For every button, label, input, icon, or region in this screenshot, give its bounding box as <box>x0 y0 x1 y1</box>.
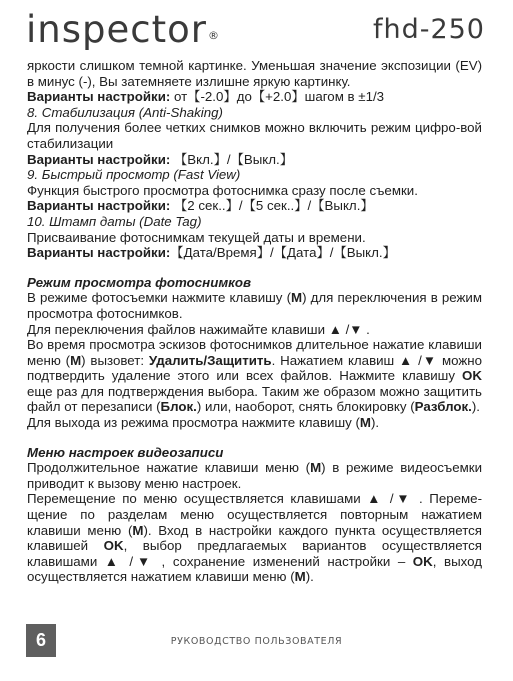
brand-name: inspector <box>26 8 207 51</box>
paragraph-playback-exit: Для выхода из режима просмотра нажмите клавишу (M). <box>27 415 380 431</box>
lock-label: Блок. <box>160 399 197 415</box>
manual-content <box>27 58 482 585</box>
spacer <box>27 261 482 275</box>
paragraph-exposure: яркости слишком темной картинке. Уменьшая значение экспозиции (EV) в минус (-), Вы затемняете излишне яркую картинку. <box>27 58 482 89</box>
paragraph-playback-delete: Во время просмотра эскизов фотоснимков длительное нажатие клавиши меню (M) вызовет: Удалить/Защитить. Нажатием клавиш ▲ /▼ можно подтвердить удаление этого или всех файлов. Нажмите клавишу OK еще раз для подтверждения выбора. Таким же образом можно защитить файл от перезаписи (Блок.) или, наоборот, снять блокировку (Разблок.). <box>27 337 482 415</box>
paragraph-playback-switch: Для переключения файлов нажимайте клавиши ▲ /▼ . <box>27 321 370 337</box>
key-m: M <box>359 415 371 431</box>
section-title-playback: Режим просмотра фотоснимков <box>27 274 252 290</box>
delete-protect-label: Удалить/Защитить <box>148 352 272 368</box>
options-values: 【2 сек..】/【5 сек..】/【Выкл.】 <box>170 198 374 214</box>
options-values: 【Дата/Время】/【Дата】/【Выкл.】 <box>170 245 396 261</box>
options-values: от【-2.0】до【+2.0】шагом в ±1/3 <box>170 89 385 105</box>
footer-title: РУКОВОДСТВО ПОЛЬЗОВАТЕЛЯ <box>170 636 343 647</box>
paragraph-fast-view: Функция быстрого просмотра фотоснимка сразу после съемки. <box>27 182 418 198</box>
options-label: Варианты настройки: <box>27 151 171 167</box>
options-label: Варианты настройки: <box>27 245 171 261</box>
options-date-tag <box>27 245 482 261</box>
options-values: 【Вкл.】/【Выкл.】 <box>170 151 294 167</box>
key-ok: OK <box>103 538 124 554</box>
key-m: M <box>294 569 306 585</box>
section-heading-date-tag: 10. Штамп даты (Date Tag) <box>27 213 202 229</box>
paragraph-video-menu-open: Продолжительное нажатие клавиши меню (M) в режиме видеосъемки приводит к вызову меню настроек. <box>27 460 483 491</box>
key-m: M <box>132 522 144 538</box>
key-m: M <box>291 290 303 306</box>
key-m: M <box>70 352 82 368</box>
paragraph-stabilization: Для получения более четких снимков можно включить режим цифро-вой стабилизации <box>27 120 482 151</box>
model-name: fhd-250 <box>372 14 485 45</box>
options-stabilization <box>27 152 482 168</box>
options-label: Варианты настройки: <box>27 89 171 105</box>
options-fast-view <box>27 198 482 214</box>
page-header <box>0 0 513 58</box>
unlock-label: Разблок. <box>414 399 472 415</box>
registered-mark: ® <box>207 29 220 42</box>
key-m: M <box>310 460 322 476</box>
spacer <box>27 431 482 445</box>
section-title-video-menu: Меню настроек видеозаписи <box>27 444 224 460</box>
key-ok: OK <box>412 553 433 569</box>
section-heading-fast-view: 9. Быстрый просмотр (Fast View) <box>27 167 241 183</box>
options-exposure <box>27 89 482 105</box>
page-number: 6 <box>26 624 56 657</box>
paragraph-video-menu-navigate: Перемещение по меню осуществляется клавишами ▲ /▼ . Переме-щение по разделам меню осуществляется повторным нажатием клавиши меню (M). Вход в настройки каждого пункта осуществляется клавишей OK, выбор предлагаемых вариантов осуществляется клавишами ▲ /▼ , сохранение изменений настройки – OK, выход осуществляется нажатием клавиши меню (M). <box>27 491 483 585</box>
section-heading-stabilization: 8. Стабилизация (Anti-Shaking) <box>27 104 223 120</box>
key-ok: OK <box>462 368 482 384</box>
brand-logo <box>26 6 220 60</box>
paragraph-date-tag: Присваивание фотоснимкам текущей даты и времени. <box>27 229 366 245</box>
paragraph-playback-enter: В режиме фотосъемки нажмите клавишу (M) для переключения в режим просмотра фотоснимков. <box>27 290 482 321</box>
options-label: Варианты настройки: <box>27 198 171 214</box>
